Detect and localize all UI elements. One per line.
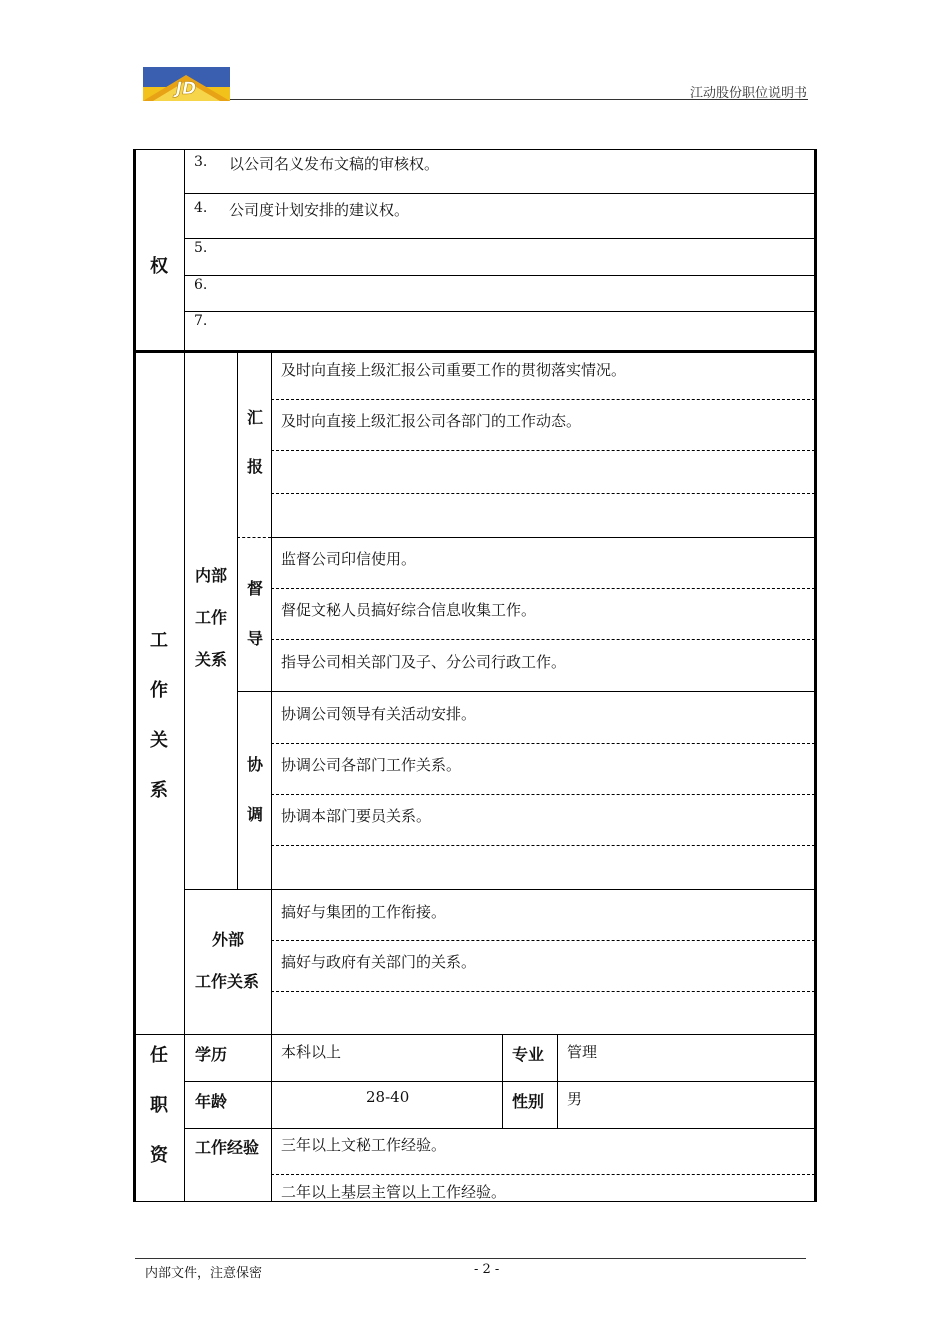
- coordinate-label-char: 协: [247, 755, 264, 774]
- authority-label: 权: [150, 256, 168, 277]
- external-row: 搞好与集团的工作衔接。: [281, 903, 447, 921]
- coordinate-row: 协调公司各部门工作关系。: [281, 756, 462, 774]
- internal-label-line: 工作: [195, 608, 228, 627]
- qualification-label-char: 资: [150, 1145, 168, 1166]
- confidential-note: 内部文件，注意保密: [145, 1266, 263, 1281]
- gender-value: 男: [567, 1090, 583, 1108]
- supervise-row: 监督公司印信使用。: [281, 550, 417, 568]
- page-number: - 2 -: [474, 1262, 500, 1277]
- document-title: 江动股份职位说明书: [689, 86, 807, 101]
- supervise-row: 督促文秘人员搞好综合信息收集工作。: [281, 601, 537, 619]
- supervise-label-char: 导: [247, 629, 264, 648]
- authority-item-num: 6.: [194, 277, 208, 293]
- major-label: 专业: [512, 1045, 545, 1064]
- qualification-label-char: 任: [150, 1045, 168, 1066]
- age-label: 年龄: [195, 1092, 228, 1111]
- external-label-line: 外部: [212, 930, 245, 949]
- education-value: 本科以上: [281, 1043, 342, 1061]
- qualification-label-char: 职: [150, 1095, 168, 1116]
- footer-rule: [135, 1258, 806, 1259]
- experience-label: 工作经验: [195, 1138, 260, 1157]
- authority-item-text: 以公司名义发布文稿的审核权。: [229, 155, 440, 173]
- svg-text:JD: JD: [175, 79, 197, 99]
- supervise-row: 指导公司相关部门及子、分公司行政工作。: [281, 653, 567, 671]
- relations-label-char: 工: [150, 630, 168, 651]
- internal-label-line: 内部: [195, 566, 228, 585]
- report-row: 及时向直接上级汇报公司各部门的工作动态。: [281, 412, 582, 430]
- gender-label: 性别: [512, 1092, 545, 1111]
- company-logo: [143, 67, 230, 101]
- experience-row: 二年以上基层主管以上工作经验。: [281, 1183, 507, 1201]
- coordinate-row: 协调本部门要员关系。: [281, 807, 432, 825]
- experience-row: 三年以上文秘工作经验。: [281, 1136, 447, 1154]
- major-value: 管理: [567, 1043, 598, 1061]
- relations-label-char: 系: [150, 780, 168, 801]
- external-label-line: 工作关系: [195, 972, 260, 991]
- report-label-char: 汇: [247, 408, 264, 427]
- authority-item-num: 3.: [194, 154, 208, 170]
- education-label: 学历: [195, 1045, 228, 1064]
- age-value: 28-40: [366, 1088, 410, 1106]
- report-label-char: 报: [247, 457, 264, 476]
- authority-item-num: 7.: [194, 313, 208, 329]
- authority-item-num: 4.: [194, 200, 208, 216]
- internal-label-line: 关系: [195, 650, 228, 669]
- coordinate-label-char: 调: [247, 805, 264, 824]
- relations-label-char: 作: [150, 680, 168, 701]
- supervise-label-char: 督: [247, 579, 264, 598]
- authority-item-num: 5.: [194, 240, 208, 256]
- report-row: 及时向直接上级汇报公司重要工作的贯彻落实情况。: [281, 361, 627, 379]
- relations-label-char: 关: [150, 730, 168, 751]
- coordinate-row: 协调公司领导有关活动安排。: [281, 705, 477, 723]
- external-row: 搞好与政府有关部门的关系。: [281, 953, 477, 971]
- authority-item-text: 公司度计划安排的建议权。: [229, 201, 410, 219]
